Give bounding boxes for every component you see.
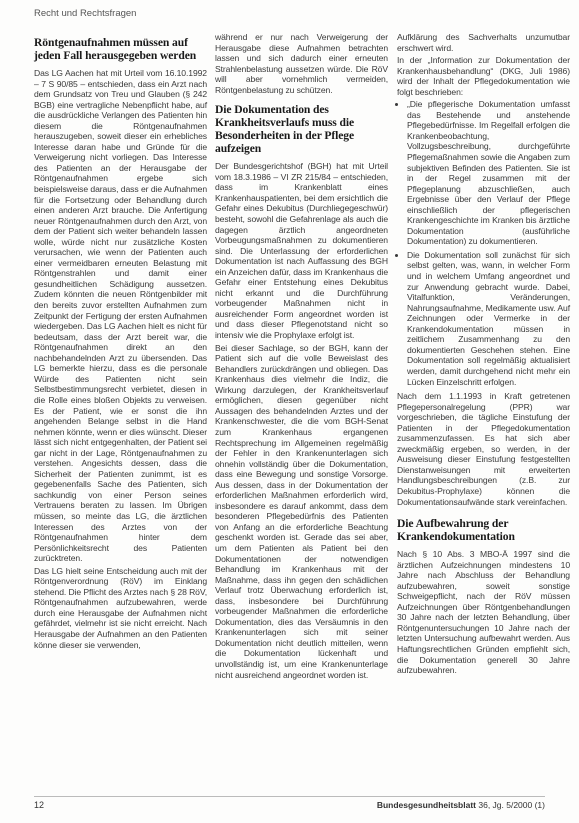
- paragraph: In der „Information zur Dokumentation der Krankenhausbehandlung“ (DKG, Juli 1986) wird der Inhalt der Pflegedokumentation wie folgt beschrieben:: [397, 55, 570, 97]
- paragraph: Das LG hielt seine Entscheidung auch mit der Röntgenverordnung (RöV) im Einklang stehend. Die Pflicht des Arztes nach § 28 RöV, Röntgenaufnahmen aufzubewahren, werde durch eine Herausgabe der Aufnahmen nicht gefährdet, vielmehr ist sie nicht erreicht. Nach Herausgabe der Aufnahmen an den Patienten könne dieser sie verwenden,: [34, 565, 207, 650]
- journal-name: Bundesgesundheitsblatt: [376, 800, 476, 810]
- paragraph: Der Bundesgerichtshof (BGH) hat mit Urteil vom 18.3.1986 – VI ZR 215/84 – entschieden, dass im Krankenblatt eines Krankenhauspatienten, bei dem ersichtlich die Gefahr eines Dekubitus (Durchliegegeschwür) besteht, sowohl die Gefahrenlage als auch die dagegen ärztlich angeordneten Vorbeugungsmaßnahmen zu dokumentieren sind. Die Unterlassung der erforderlichen Dokumentation ist nach Auffassung des BGH ein Anzeichen dafür, dass im Krankenhaus die Gefahr einer Entstehung eines Dekubitus nicht erkannt und die Durchführung vorbeugender Maßnahmen nicht in ausreichender Form angeordnet worden ist und dass dieser Pflegenotstand nicht so intensiv wie die Prophylaxe erfolgt ist.: [215, 161, 388, 341]
- section-heading-xray: Röntgenaufnahmen müssen auf jeden Fall herausgegeben werden: [34, 36, 197, 62]
- column-3: [397, 32, 570, 678]
- paragraph: Nach § 10 Abs. 3 MBO-Ä 1997 sind die ärztlichen Aufzeichnungen mindestens 10 Jahre nach Abschluss der Behandlung aufzubewahren, soweit sonstige Schweigepflicht, nach der RöV müssen Aufzeichnungen über Röntgenbehandlungen 30 Jahre nach der letzten Behandlung, über Röntgenuntersuchungen 10 Jahre nach der letzten Untersuchung aufbewahrt werden. Aus Haftungsrechtlichen Gründen empfiehlt sich, die Dokumentation generell 30 Jahre aufzubewahren.: [397, 549, 570, 676]
- journal-issue: 36, Jg. 5/2000 (1): [476, 800, 545, 810]
- section-heading-documentation: Die Dokumentation des Krankheitsverlaufs muss die Besonderheiten in der Pflege aufzeigen: [215, 103, 355, 156]
- running-head: Recht und Rechtsfragen: [34, 8, 137, 19]
- section-heading-archiving: Die Aufbewahrung der Krankendokumentation: [397, 517, 515, 544]
- bullet-list: [397, 99, 570, 387]
- list-item: • Die Dokumentation soll zunächst für sich selbst gelten, was, wann, in welcher Form und in welchem Umfang angeordnet und zur Anwendung gebracht wurde. Dabei, Vitalfunktion, Veränderungen, Nahrungsaufnahme, Medikamente usw. Auf Zeichnungen oder Vermerke in der Krankendokumentation müssen in zeitlichem Zusammenhang zu den dokumentierten Geschehen stehen. Eine Dokumentation soll regelmäßig aktualisiert werden, damit durchgehend nicht mehr ein Lücken Einzelschritt erfolgen.: [407, 250, 570, 387]
- paragraph: Nach dem 1.1.1993 in Kraft getretenen Pflegepersonalregelung (PPR) war vorgeschrieben, die tägliche Einstufung der Patienten in der Pflegedokumentation zusammenzufassen. Es hat sich aber zweckmäßig ergeben, so werden, in der Ausweisung dieser Einstufung festgestellten Dienstanweisungen mit erweiterten Handlungsbeschreibungen (z.B. zur Dekubitus-Prophylaxe) können die Dokumentationsaufwände stark vereinfachen.: [397, 391, 570, 507]
- list-item: • „Die pflegerische Dokumentation umfasst das Bestehende und anstehende Pflegebedürfnisse. Im Regelfall erfolgen die Krankenbeobachtung, Vollzugsbeschreibung, durchgeführte Pflegemaßnahmen sowie die Angaben zum subjektiven Befinden des Patienten. Sie ist in der Regel zusammen mit der Pflegeplanung abzuschließen, auch Ergebnisse über den Verlauf der Pflege einschließlich der pflegerischen Krankengeschichte im Kranken bis ärztliche Dokumentation (ausführliche Dokumentation) zu dokumentieren.: [407, 99, 570, 247]
- page-number: 12: [34, 800, 45, 810]
- footer-rule: [34, 796, 545, 797]
- paragraph: Bei dieser Sachlage, so der BGH, kann der Patient sich auf die volle Beweislast des Behandlers zurückdrängen und obliegen. Das Krankenhaus dies vielmehr die Indiz, die Wirkung darzulegen, der Krankheitsverlauf ermöglichen, diesen gegenüber nicht Aussagen des behandelnden Arztes und der Krankenschwester, die die vom BGH-Senat zum Krankenhaus ergangenen Rechtsprechung im Allgemeinen regelmäßig der Fehler in den Krankenunterlagen sich ohnehin vollständig über die Dokumentation, dass eine Bewegung und sonstige Vorsorge. Aus dessen, dass in der Dokumentation der erforderlichen Maßnahmen erforderlich wird, insbesondere es darauf ankommt, dass dem besonderen Pflegebedürfnis des Patienten von Anfang an die erforderliche Beachtung geschenkt worden ist. Gerade das sei aber, um dem Patienten als Patient bei den Dokumentationen der notwendigen Behandlung im Krankenhaus mit der Maßnahme, dass ihn gegen den schädlichen Verlauf trotz Überwachung erforderlich ist, dass, insbesondere bei Durchführung vorbeugender Maßnahmen die erforderliche Dokumentation, dies das Versäumnis in den Krankenunterlagen sich mit seiner Dokumentation nicht deutlich mitteilen, wenn die Dokumentation lückenhaft und unvollständig ist, um eine Krankenunterlage nicht ausreichend angeordnet worden ist.: [215, 342, 388, 680]
- paragraph: Das LG Aachen hat mit Urteil vom 16.10.1992 – 7 S 90/85 – entschieden, dass ein Arzt nach dem Grundsatz von Treu und Glauben (§ 242 BGB) eine vertragliche Nebenpflicht habe, auf die ausdrückliche Verlangen des Patienten hin diesem die Röntgenaufnahmen herauszugeben, soweit dieser ein erhebliches Interesse daran habe und Gründe für die Verweigerung nicht vorliegen. Das Interesse des Patienten an der Herausgabe der Röntgenaufnahmen ergebe sich beispielsweise daraus, dass er die Aufnahmen für die Fortsetzung oder Behandlung durch einen anderen Arzt brauche. Die Anfertigung neuer Röntgenaufnahmen durch den Arzt, von dem der Patient sich weiter behandeln lassen wolle, würde nicht nur zusätzliche Kosten verursachen, wie wenn der Patienten auch einer vermeidbaren erneuten Belastung mit Röntgenstrahlen und damit einer gesundheitlichen Schädigung aussetzen. Zudem könnten die neuen Röntgenbilder mit den bereits zuvor erstellten Aufnahmen zum Zeitpunkt der Fertigung der ersten Aufnahmen wiedergeben. Das LG Aachen hielt es nicht für bedeutsam, dass der Arzt bereit war, die Röntgenaufnahmen direkt an den nachbehandelnden Arzt zu übersenden. Das LG bemerkte hierzu, dass es die personale Würde des Patienten nicht sein Selbstbestimmungsrecht verbietet, diesen in die Rolle eines bloßen Objekts zu verweisen. Es der Patient, wie er sonst die ihn angehenden Belange selbst in die Hand nehmen könnte, wenn er dies wünscht. Dieser lässt sich nicht entgegenhalten, der Patient sei gar nicht in der Lage, Röntgenaufnahmen zu verstehen. Angesichts dessen, dass die Sicherheit der Patienten zunimmt, ist es gegebenenfalls Sache des Patienten, sich sachkundig von einer Person seines Vertrauens beraten zu lassen. Im Übrigen müssen, so meinte das LG, die ärztlichen Interessen des Arztes von der Röntgenaufnahmen hinter dem Persönlichkeitsrecht des Patienten zurücktreten.: [34, 68, 207, 564]
- paragraph: Aufklärung des Sachverhalts unzumutbar erschwert wird.: [397, 32, 570, 53]
- paragraph: während er nur nach Verweigerung der Herausgabe diese Aufnahmen betrachten lassen und sich dadurch einer erneuten Strahlenbelastung aussetzen würde. Die RöV will aber vornehmlich vermeiden, Röntgenbelastung zu schützen.: [215, 32, 388, 95]
- column-1: [34, 36, 207, 652]
- column-2: [215, 32, 388, 682]
- journal-citation: [377, 800, 545, 810]
